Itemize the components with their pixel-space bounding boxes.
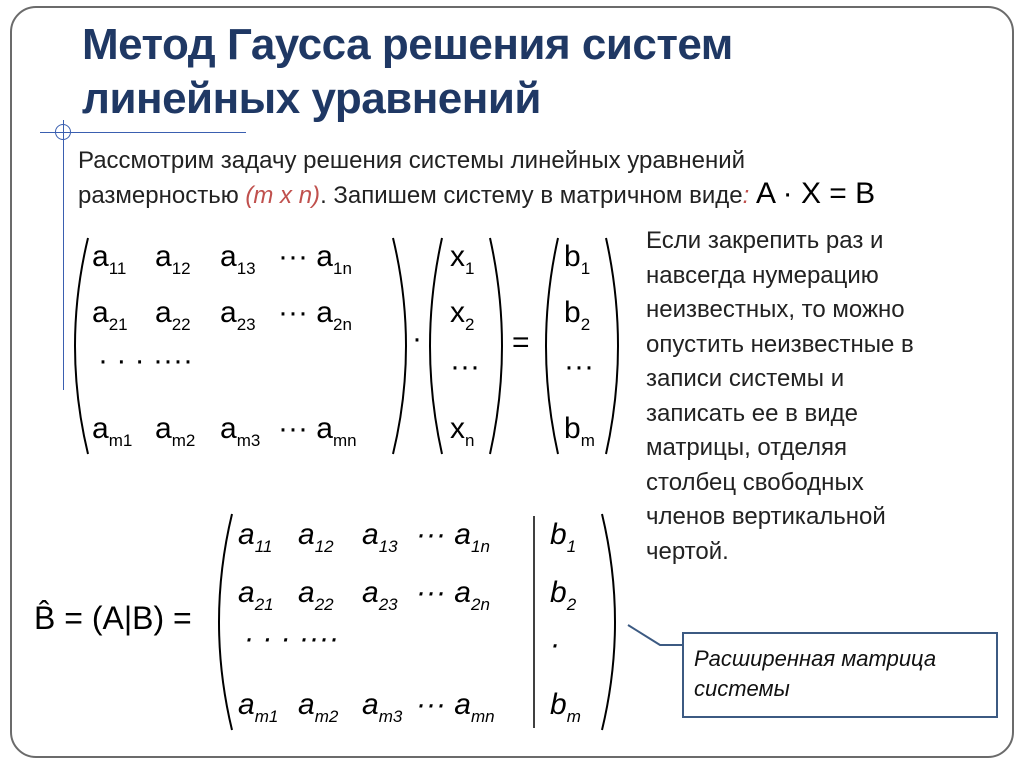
matrix-a-element: $a_{21}$ [92,296,128,334]
matrix-a-element: $a_{23}$ [220,296,256,334]
augmented-element: $a_{m1}$ [238,688,279,726]
paren-x-right [490,238,502,454]
side-line-5: записи системы и [646,365,845,392]
paren-aug-right [602,514,615,730]
matrix-a-element: $a_{11}$ [92,240,127,278]
augmented-element: ··· $a_{1n}$ [416,518,490,556]
side-line-2: навсегда нумерацию [646,261,879,289]
vector-b-element: $b_1$ [564,240,591,278]
augmented-element: $a_{12}$ [298,518,334,556]
augmented-b-element: $b_m$ [550,688,581,726]
vector-x-element: $x_1$ [450,240,475,278]
matrix-a-element: $a_{m3}$ [220,412,261,450]
vector-b-element: $b_m$ [564,412,595,450]
augmented-element: $a_{22}$ [298,576,334,614]
matrix-a-element: $a_{m2}$ [155,412,196,450]
matrix-equation: A · X = B [755,177,876,210]
equals-sign: = [512,326,530,359]
callout-connector [628,625,682,645]
side-line-10: чертой. [646,537,729,565]
vector-b-element: ··· [564,350,594,383]
matrix-a-element: $a_{22}$ [155,296,191,334]
side-line-9: членов вертикальной [646,503,886,530]
augmented-b-element: · [550,628,560,661]
multiply-dot: · [412,322,422,355]
intro-line-1: Рассмотрим задачу решения системы линейных уравнений [78,147,746,174]
augmented-element: ··· $a_{2n}$ [416,576,490,614]
vector-b-element: $b_2$ [564,296,591,334]
matrix-a-element: ··· $a_{mn}$ [278,412,357,450]
augmented-element: ··· $a_{mn}$ [416,688,495,726]
augmented-element: $a_{m3}$ [362,688,403,726]
augmented-element: $a_{11}$ [238,518,273,556]
callout-line-2: системы [694,676,790,701]
callout-line-1: Расширенная матрица [694,646,937,671]
augmented-lhs: B̂ = (A|B) = [34,600,192,636]
augmented-element: $a_{23}$ [362,576,398,614]
side-line-6: записать ее в виде [646,399,859,427]
augmented-b-element: $b_1$ [550,518,577,556]
callout-augmented-matrix [682,632,998,718]
matrix-a-element: ··· $a_{2n}$ [278,296,352,334]
matrix-a-element: ··· $a_{1n}$ [278,240,352,278]
paren-aug-left [219,514,232,730]
intro-line-2-b: . Запишем систему в матричном виде [320,182,743,209]
matrix-a-element: $a_{m1}$ [92,412,133,450]
side-line-1: Если закрепить раз и [646,227,884,254]
paren-b-left [546,238,558,454]
paren-b-right [606,238,618,454]
paren-x-left [430,238,442,454]
vector-x-element: $x_2$ [450,296,475,334]
intro-size: (m x n) [245,182,321,209]
matrix-a-element: $a_{12}$ [155,240,191,278]
vector-x-element: $x_n$ [450,412,475,450]
paren-a-right [393,238,406,454]
augmented-element: $a_{13}$ [362,518,398,556]
matrix-a-element: $a_{13}$ [220,240,256,278]
title-line-2: линейных уравнений [82,74,541,123]
side-explanation [646,224,986,569]
intro-line-2-a: размерностью [78,182,246,209]
side-line-7: матрицы, отделяя [646,434,847,461]
side-line-8: столбец свободных [646,468,864,496]
title-line-1: Метод Гаусса решения систем [82,20,733,69]
matrix-a-dots-row: · · · ···· [98,344,193,377]
intro-colon: : [742,182,750,209]
augmented-element: $a_{21}$ [238,576,274,614]
augmented-dots-row: · · · ···· [244,622,339,655]
augmented-element: $a_{m2}$ [298,688,339,726]
paren-a-left [75,238,88,454]
vector-x-element: ··· [450,350,480,383]
side-line-4: опустить неизвестные в [646,330,914,358]
side-line-3: неизвестных, то можно [646,296,905,323]
augmented-b-element: $b_2$ [550,576,577,614]
